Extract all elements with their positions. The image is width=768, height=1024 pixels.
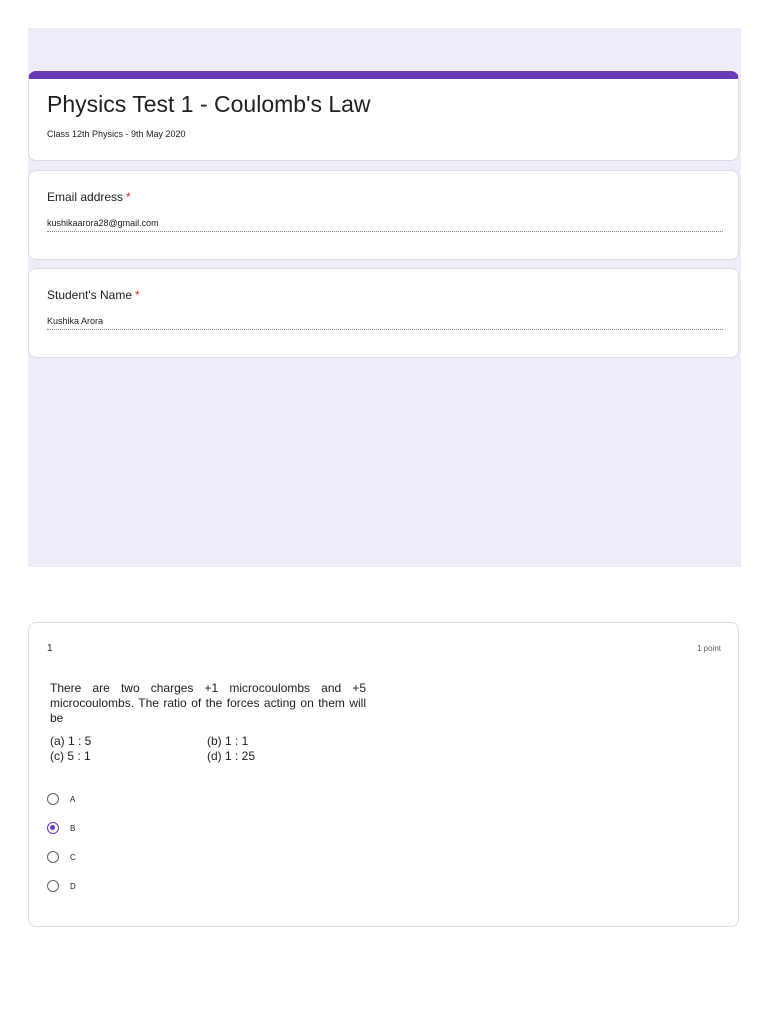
choice-c-label: C xyxy=(70,852,76,862)
email-label-text: Email address xyxy=(47,190,124,204)
radio-unchecked-icon[interactable] xyxy=(47,880,59,892)
email-label xyxy=(47,190,131,204)
choice-d-label: D xyxy=(70,881,76,891)
email-field[interactable]: kushikaarora28@gmail.com xyxy=(47,218,723,232)
form-title: Physics Test 1 - Coulomb's Law xyxy=(47,91,371,117)
radio-checked-icon[interactable] xyxy=(47,822,59,834)
student-name-field[interactable]: Kushika Arora xyxy=(47,316,723,330)
choice-b-label: B xyxy=(70,823,76,833)
answer-options-table xyxy=(50,734,370,764)
choice-a[interactable] xyxy=(47,791,75,807)
choice-b[interactable] xyxy=(47,820,75,836)
choice-a-label: A xyxy=(70,794,76,804)
student-name-label-text: Student's Name xyxy=(47,288,133,302)
form-title-card xyxy=(28,71,739,161)
form-subtitle: Class 12th Physics - 9th May 2020 xyxy=(47,129,186,139)
required-asterisk: * xyxy=(135,288,140,302)
radio-dot xyxy=(50,825,55,830)
question-text: There are two charges +1 microcoulombs and +5 microcoulombs. The ratio of the forces acting on them will be xyxy=(50,681,366,725)
question-points: 1 point xyxy=(696,644,721,653)
option-d: (d) 1 : 25 xyxy=(207,749,256,763)
radio-unchecked-icon[interactable] xyxy=(47,793,59,805)
option-a: (a) 1 : 5 xyxy=(50,734,92,748)
options-row xyxy=(50,734,370,749)
required-asterisk: * xyxy=(126,190,131,204)
option-b: (b) 1 : 1 xyxy=(207,734,249,748)
email-question-card xyxy=(28,170,739,260)
options-row xyxy=(50,749,370,764)
radio-unchecked-icon[interactable] xyxy=(47,851,59,863)
choice-c[interactable] xyxy=(47,849,76,865)
student-name-label xyxy=(47,288,140,302)
question-number: 1 xyxy=(47,643,53,654)
question-card xyxy=(28,622,739,927)
choice-d[interactable] xyxy=(47,878,76,894)
option-c: (c) 5 : 1 xyxy=(50,749,91,763)
student-name-question-card xyxy=(28,268,739,358)
